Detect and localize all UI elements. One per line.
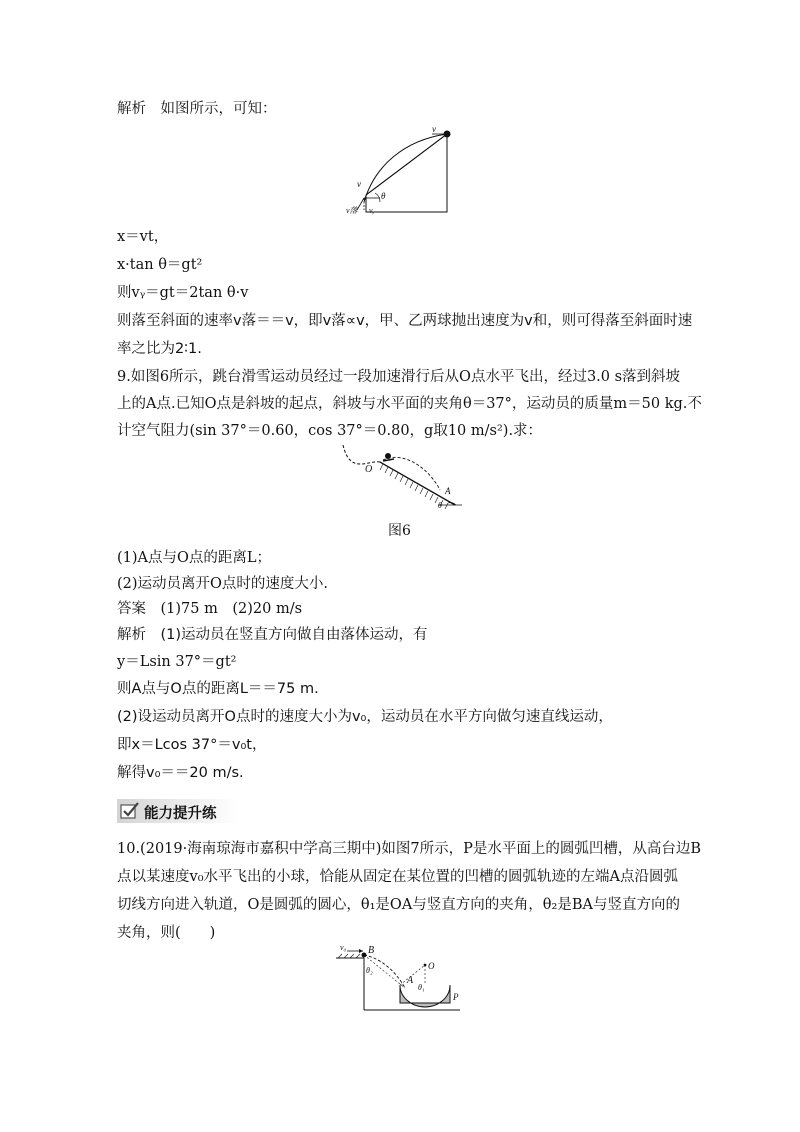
analysis-9-equation-x: 即x＝Lcos 37°＝v₀t， bbox=[117, 737, 267, 753]
analysis-9-equation-y: y＝Lsin 37°＝gt² bbox=[117, 654, 237, 670]
fig6-label-theta: θ bbox=[438, 501, 442, 510]
analysis-9-part-2: (2)设运动员离开O点时的速度大小为v₀，运动员在水平方向做匀速直线运动， bbox=[117, 709, 613, 725]
analysis-9-line-1: 解析 (1)运动员在竖直方向做自由落体运动，有 bbox=[117, 627, 428, 643]
fig7-label-P: P bbox=[453, 992, 459, 1002]
fig7-label-O: O bbox=[428, 961, 435, 971]
fig6-label-A: A bbox=[445, 486, 451, 496]
answer-line: 答案 (1)75 m (2)20 m/s bbox=[117, 601, 303, 617]
fig6-label-O: O bbox=[365, 464, 373, 475]
question-10-line-1: 10.(2019·海南琼海市嘉积中学高三期中)如图7所示，P是水平面上的圆弧凹槽，从高台边B bbox=[117, 841, 702, 857]
equation-x-vt: x＝vt， bbox=[117, 229, 169, 245]
question-10-line-4: 夹角，则( ) bbox=[117, 925, 216, 941]
fig1-label-v-top: v bbox=[432, 124, 436, 134]
question-9-line-3: 计空气阻力(sin 37°＝0.60，cos 37°＝0.80，g取10 m/s²).求： bbox=[117, 423, 543, 439]
analysis-9-distance: 则A点与O点的距离L＝＝75 m. bbox=[117, 681, 319, 697]
question-10-line-2: 点以某速度v₀水平飞出的小球，恰能从固定在某位置的凹槽的圆弧轨迹的左端A点沿圆弧 bbox=[117, 869, 678, 885]
fig1-label-theta: θ bbox=[381, 191, 386, 201]
fig7-label-A: A bbox=[407, 975, 414, 986]
question-9-line-1: 9.如图6所示，跳台滑雪运动员经过一段加速滑行后从O点水平飞出，经过3.0 s落到斜坡 bbox=[117, 369, 681, 385]
fig7-label-v0: v₀ bbox=[340, 943, 347, 952]
equation-vy: 则vᵧ＝gt＝2tan θ·v bbox=[117, 285, 249, 301]
fig1-label-vy: vᵧ bbox=[369, 206, 375, 215]
fig1-label-v-fall: v落 bbox=[346, 206, 358, 215]
fig7-label-theta1: θ₁ bbox=[418, 983, 425, 992]
conclusion-line-2: 率之比为2∶1. bbox=[117, 341, 202, 357]
question-9-part-1: (1)A点与O点的距离L； bbox=[117, 550, 272, 566]
fig1-label-v-low: v bbox=[357, 179, 361, 189]
fig7-label-theta2: θ₂ bbox=[366, 966, 373, 975]
analysis-intro: 解析 如图所示，可知： bbox=[117, 101, 277, 117]
question-9-part-2: (2)运动员离开O点时的速度大小. bbox=[117, 576, 329, 592]
section-title: 能力提升练 bbox=[144, 806, 217, 822]
conclusion-line-1: 则落至斜面的速率v落＝＝v，即v落∝v，甲、乙两球抛出速度为v和，则可得落至斜面时速 bbox=[117, 313, 693, 329]
fig7-label-B: B bbox=[368, 945, 375, 956]
equation-tan: x·tan θ＝gt² bbox=[117, 257, 203, 273]
analysis-9-result: 解得v₀＝＝20 m/s. bbox=[117, 765, 244, 781]
question-10-line-3: 切线方向进入轨道，O是圆弧的圆心，θ₁是OA与竖直方向的夹角，θ₂是BA与竖直方向的 bbox=[117, 897, 680, 913]
question-9-line-2: 上的A点.已知O点是斜坡的起点，斜坡与水平面的夹角θ＝37°，运动员的质量m＝50 kg.不 bbox=[117, 396, 702, 412]
figure-6-caption: 图6 bbox=[388, 523, 411, 539]
